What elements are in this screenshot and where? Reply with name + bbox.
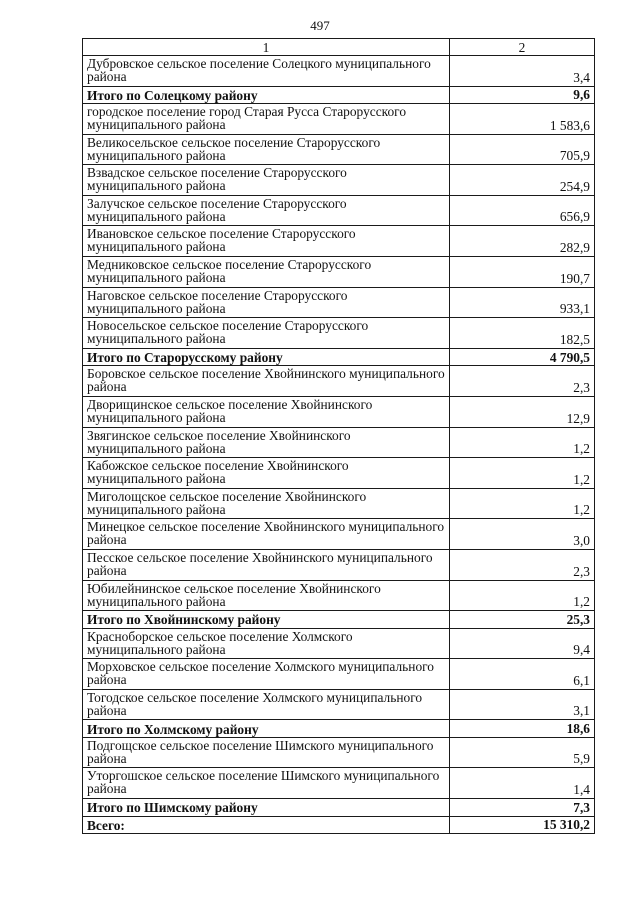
table-row: [83, 257, 595, 288]
table-body: [83, 56, 595, 834]
settlement-value: 6,1: [450, 659, 595, 690]
district-total-value: 18,6: [450, 720, 595, 738]
settlement-value: 933,1: [450, 287, 595, 318]
settlement-name: Дворищинское сельское поселение Хвойнинского муниципального района: [83, 396, 450, 427]
settlement-value: 2,3: [450, 366, 595, 397]
district-total-label: Итого по Старорусскому району: [83, 348, 450, 366]
settlement-name: Медниковское сельское поселение Старорусского муниципального района: [83, 257, 450, 288]
settlement-value: 9,4: [450, 628, 595, 659]
settlement-value: 190,7: [450, 257, 595, 288]
district-total-label: Итого по Солецкому району: [83, 86, 450, 104]
column-header-1: 1: [83, 39, 450, 56]
table-row: [83, 488, 595, 519]
settlement-name: Звягинское сельское поселение Хвойнинского муниципального района: [83, 427, 450, 458]
settlement-name: Наговское сельское поселение Старорусского муниципального района: [83, 287, 450, 318]
table-row: [83, 458, 595, 489]
settlement-value: 2,3: [450, 549, 595, 580]
table-header: [83, 39, 595, 56]
settlement-name: Красноборское сельское поселение Холмского муниципального района: [83, 628, 450, 659]
settlement-value: 705,9: [450, 134, 595, 165]
settlement-name: Ивановское сельское поселение Старорусского муниципального района: [83, 226, 450, 257]
table-row: [83, 628, 595, 659]
table-row: [83, 104, 595, 135]
table-row: [83, 396, 595, 427]
settlement-name: Взвадское сельское поселение Старорусского муниципального района: [83, 165, 450, 196]
table-row-total: [83, 611, 595, 629]
settlement-value: 1,2: [450, 427, 595, 458]
settlement-value: 182,5: [450, 318, 595, 349]
district-total-value: 7,3: [450, 799, 595, 817]
settlement-value: 1 583,6: [450, 104, 595, 135]
settlement-value: 1,2: [450, 458, 595, 489]
settlement-value: 1,4: [450, 768, 595, 799]
table-row: [83, 689, 595, 720]
table-row: [83, 165, 595, 196]
settlement-name: Минецкое сельское поселение Хвойнинского муниципального района: [83, 519, 450, 550]
table-row: [83, 134, 595, 165]
table-row-total: [83, 816, 595, 834]
settlement-value: 282,9: [450, 226, 595, 257]
district-total-label: Итого по Шимскому району: [83, 799, 450, 817]
settlement-name: Кабожское сельское поселение Хвойнинского муниципального района: [83, 458, 450, 489]
district-total-value: 4 790,5: [450, 348, 595, 366]
table-row-total: [83, 799, 595, 817]
settlement-name: Боровское сельское поселение Хвойнинского муниципального района: [83, 366, 450, 397]
settlement-value: 12,9: [450, 396, 595, 427]
table-row: [83, 519, 595, 550]
settlement-name: Песское сельское поселение Хвойнинского муниципального района: [83, 549, 450, 580]
settlement-name: Новосельское сельское поселение Старорусского муниципального района: [83, 318, 450, 349]
settlement-value: 5,9: [450, 737, 595, 768]
settlement-name: Уторгошское сельское поселение Шимского муниципального района: [83, 768, 450, 799]
settlement-value: 1,2: [450, 488, 595, 519]
table-row: [83, 195, 595, 226]
table-row: [83, 768, 595, 799]
table-row-total: [83, 720, 595, 738]
settlement-value: 1,2: [450, 580, 595, 611]
table-row: [83, 318, 595, 349]
table-row: [83, 226, 595, 257]
table-row: [83, 366, 595, 397]
settlement-name: Тогодское сельское поселение Холмского муниципального района: [83, 689, 450, 720]
table-row: [83, 56, 595, 87]
settlement-name: городское поселение город Старая Русса Старорусского муниципального района: [83, 104, 450, 135]
settlement-name: Подгощское сельское поселение Шимского муниципального района: [83, 737, 450, 768]
settlement-value: 656,9: [450, 195, 595, 226]
settlement-name: Залучское сельское поселение Старорусского муниципального района: [83, 195, 450, 226]
table-row-total: [83, 86, 595, 104]
district-total-label: Итого по Холмскому району: [83, 720, 450, 738]
table-row: [83, 549, 595, 580]
settlement-value: 254,9: [450, 165, 595, 196]
settlement-value: 3,1: [450, 689, 595, 720]
budget-distribution-table: [82, 38, 595, 834]
settlement-value: 3,4: [450, 56, 595, 87]
table-row: [83, 737, 595, 768]
settlement-name: Великосельское сельское поселение Старорусского муниципального района: [83, 134, 450, 165]
district-total-value: 15 310,2: [450, 816, 595, 834]
settlement-name: Юбилейнинское сельское поселение Хвойнинского муниципального района: [83, 580, 450, 611]
table-row: [83, 287, 595, 318]
table-row: [83, 659, 595, 690]
settlement-name: Миголощское сельское поселение Хвойнинского муниципального района: [83, 488, 450, 519]
table-row-total: [83, 348, 595, 366]
table-row: [83, 580, 595, 611]
district-total-label: Всего:: [83, 816, 450, 834]
settlement-value: 3,0: [450, 519, 595, 550]
district-total-label: Итого по Хвойнинскому району: [83, 611, 450, 629]
page-number: 497: [310, 18, 330, 33]
table-row: [83, 427, 595, 458]
district-total-value: 25,3: [450, 611, 595, 629]
settlement-name: Морховское сельское поселение Холмского муниципального района: [83, 659, 450, 690]
settlement-name: Дубровское сельское поселение Солецкого муниципального района: [83, 56, 450, 87]
header-row: [83, 39, 595, 56]
column-header-2: 2: [450, 39, 595, 56]
district-total-value: 9,6: [450, 86, 595, 104]
